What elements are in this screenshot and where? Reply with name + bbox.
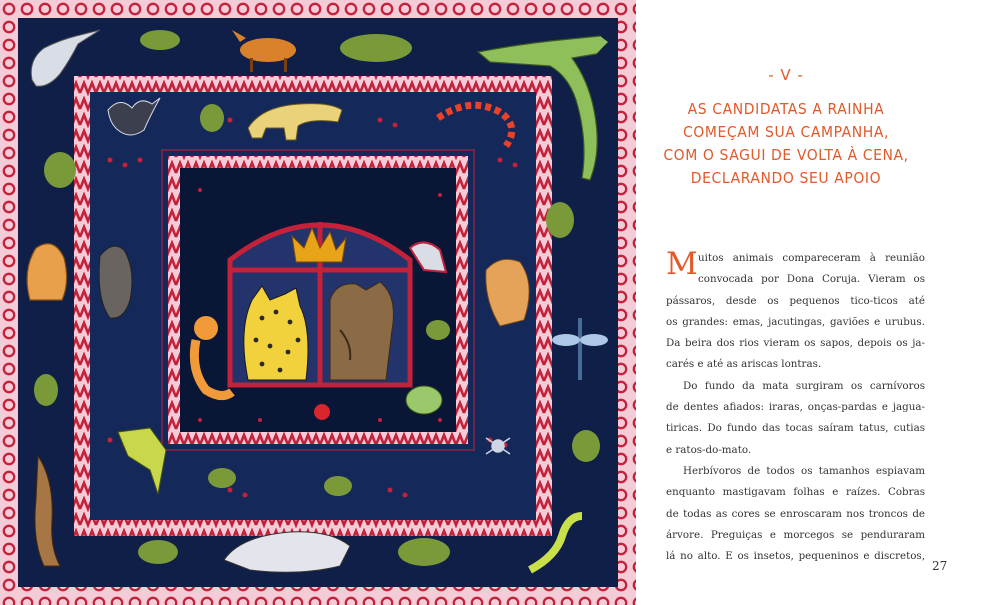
text-line: os grandes: emas, jacutingas, gaviões e urubus. — [666, 315, 925, 328]
chapter-title-line: COM O SAGUI DE VOLTA À CENA, — [663, 146, 909, 164]
text-line: de todas as cores se enroscaram nos troncos de — [666, 507, 925, 520]
text-line: Herbívoros de todos os tamanhos espiavam — [683, 464, 925, 477]
text-line: pássaros, desde os pequenos tico-ticos até — [666, 294, 925, 307]
text-line: enquanto mastigavam folhas e raízes. Cobras — [666, 486, 925, 499]
text-line: de dentes afiados: iraras, onças-pardas e jagua- — [666, 401, 925, 414]
text-line: Da beira dos rios vieram os sapos, depois os ja- — [666, 337, 925, 350]
chapter-number: - V - — [768, 66, 804, 84]
jaguar-icon — [244, 286, 308, 380]
tapir-icon — [330, 282, 394, 380]
vulture-icon — [99, 246, 132, 318]
chapter-title-line: DECLARANDO SEU APOIO — [690, 169, 882, 187]
text-line: lá no alto. E os insetos, pequeninos e discretos, — [666, 550, 925, 563]
chapter-title — [636, 98, 936, 190]
text-line: e ratos-do-mato. — [666, 443, 752, 456]
text-line: tiricas. Do fundo das tocas saíram tatus, cutias — [666, 422, 925, 435]
text-line: convocada por Dona Coruja. Vieram os — [698, 273, 925, 286]
text-page — [636, 0, 999, 605]
armadillo-icon — [27, 244, 66, 300]
drop-cap: M — [666, 246, 698, 282]
frog-icon — [406, 386, 442, 414]
text-line: árvore. Preguiças e morcegos se penduraram — [666, 528, 925, 541]
body-text — [666, 248, 925, 567]
page-number: 27 — [932, 559, 948, 573]
chapter-title-line: COMEÇAM SUA CAMPANHA, — [682, 123, 890, 141]
chapter-title-line: AS CANDIDATAS A RAINHA — [687, 100, 885, 118]
text-line: uitos animais compareceram à reunião — [698, 252, 925, 264]
text-line: carés e até as ariscas lontras. — [666, 358, 822, 371]
text-line: Do fundo da mata surgiram os carnívoros — [683, 379, 925, 392]
ladybug-icon — [314, 404, 330, 420]
